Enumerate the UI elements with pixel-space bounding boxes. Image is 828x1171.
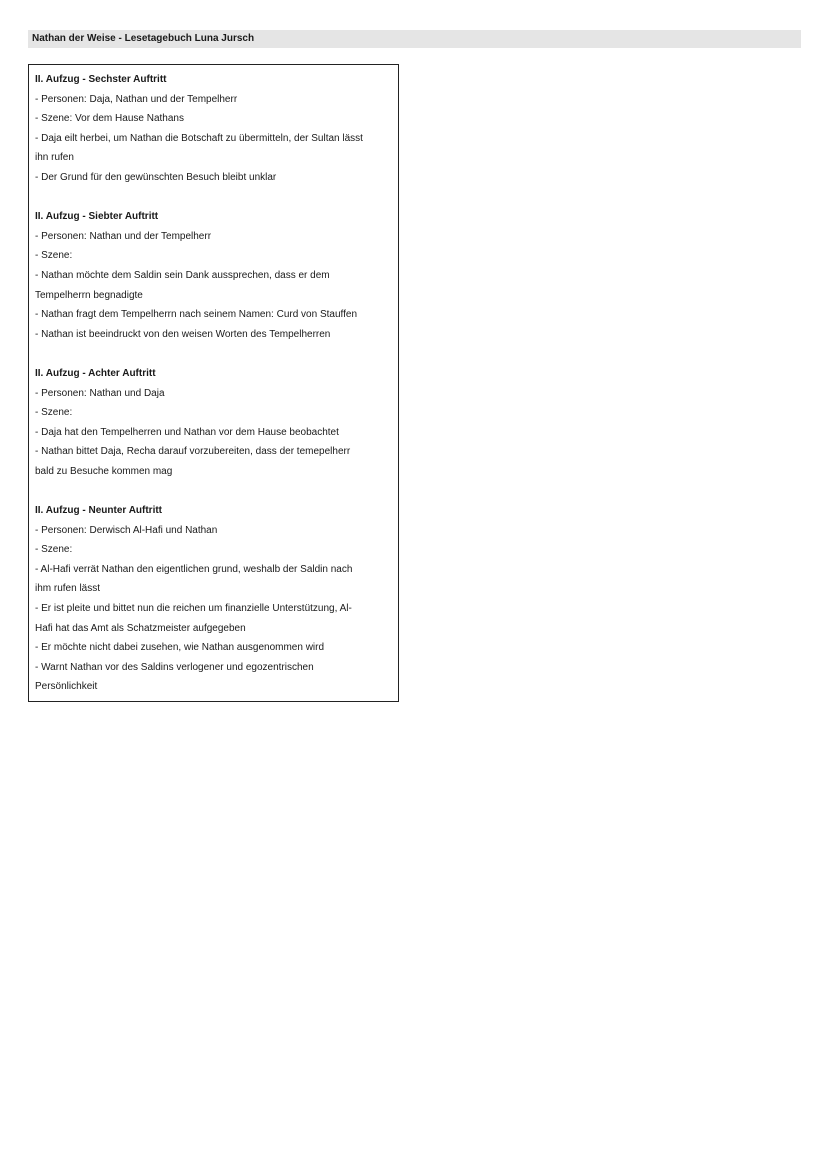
section-line: - Szene:	[35, 250, 73, 262]
section-heading: II. Aufzug - Achter Auftritt	[35, 367, 156, 379]
section-line: Tempelherrn begnadigte	[35, 289, 143, 301]
section-line: - Warnt Nathan vor des Saldins verlogener und egozentrischen	[35, 661, 314, 673]
section-line: - Daja hat den Tempelherren und Nathan vor dem Hause beobachtet	[35, 426, 339, 438]
document-header	[28, 30, 801, 48]
section-neunter-auftritt	[35, 501, 392, 697]
section-line: Hafi hat das Amt als Schatzmeister aufgegeben	[35, 622, 246, 634]
section-siebter-auftritt	[35, 207, 392, 344]
section-line: - Er ist pleite und bittet nun die reichen um finanzielle Unterstützung, Al-	[35, 603, 352, 615]
section-line: - Personen: Nathan und Daja	[35, 387, 165, 399]
section-line: - Al-Hafi verrät Nathan den eigentlichen grund, weshalb der Saldin nach	[35, 563, 353, 575]
section-line: - Daja eilt herbei, um Nathan die Botschaft zu übermitteln, der Sultan lässt	[35, 132, 363, 144]
section-sechster-auftritt	[35, 70, 392, 188]
section-line: Persönlichkeit	[35, 681, 98, 693]
document-title: Nathan der Weise - Lesetagebuch Luna Jursch	[32, 33, 255, 44]
section-line: - Nathan ist beeindruckt von den weisen Worten des Tempelherren	[35, 328, 331, 340]
section-line: - Der Grund für den gewünschten Besuch bleibt unklar	[35, 171, 277, 183]
section-line: - Personen: Daja, Nathan und der Tempelherr	[35, 93, 238, 105]
section-line: ihm rufen lässt	[35, 583, 101, 595]
section-line: ihn rufen	[35, 152, 74, 164]
section-line: - Personen: Derwisch Al-Hafi und Nathan	[35, 524, 218, 536]
section-achter-auftritt	[35, 364, 392, 482]
section-heading: II. Aufzug - Neunter Auftritt	[35, 505, 163, 517]
section-line: - Szene: Vor dem Hause Nathans	[35, 113, 184, 125]
section-line: - Nathan fragt dem Tempelherrn nach seinem Namen: Curd von Stauffen	[35, 309, 358, 321]
section-line: - Personen: Nathan und der Tempelherr	[35, 230, 212, 242]
section-line: - Nathan möchte dem Saldin sein Dank aussprechen, dass er dem	[35, 269, 330, 281]
section-line: - Nathan bittet Daja, Recha darauf vorzubereiten, dass der temepelherr	[35, 446, 351, 458]
section-line: - Er möchte nicht dabei zusehen, wie Nathan ausgenommen wird	[35, 642, 325, 654]
reading-journal-box	[28, 64, 399, 702]
section-line: bald zu Besuche kommen mag	[35, 465, 173, 477]
section-line: - Szene:	[35, 544, 73, 556]
section-line: - Szene:	[35, 407, 73, 419]
section-heading: II. Aufzug - Siebter Auftritt	[35, 211, 159, 223]
section-heading: II. Aufzug - Sechster Auftritt	[35, 74, 167, 85]
